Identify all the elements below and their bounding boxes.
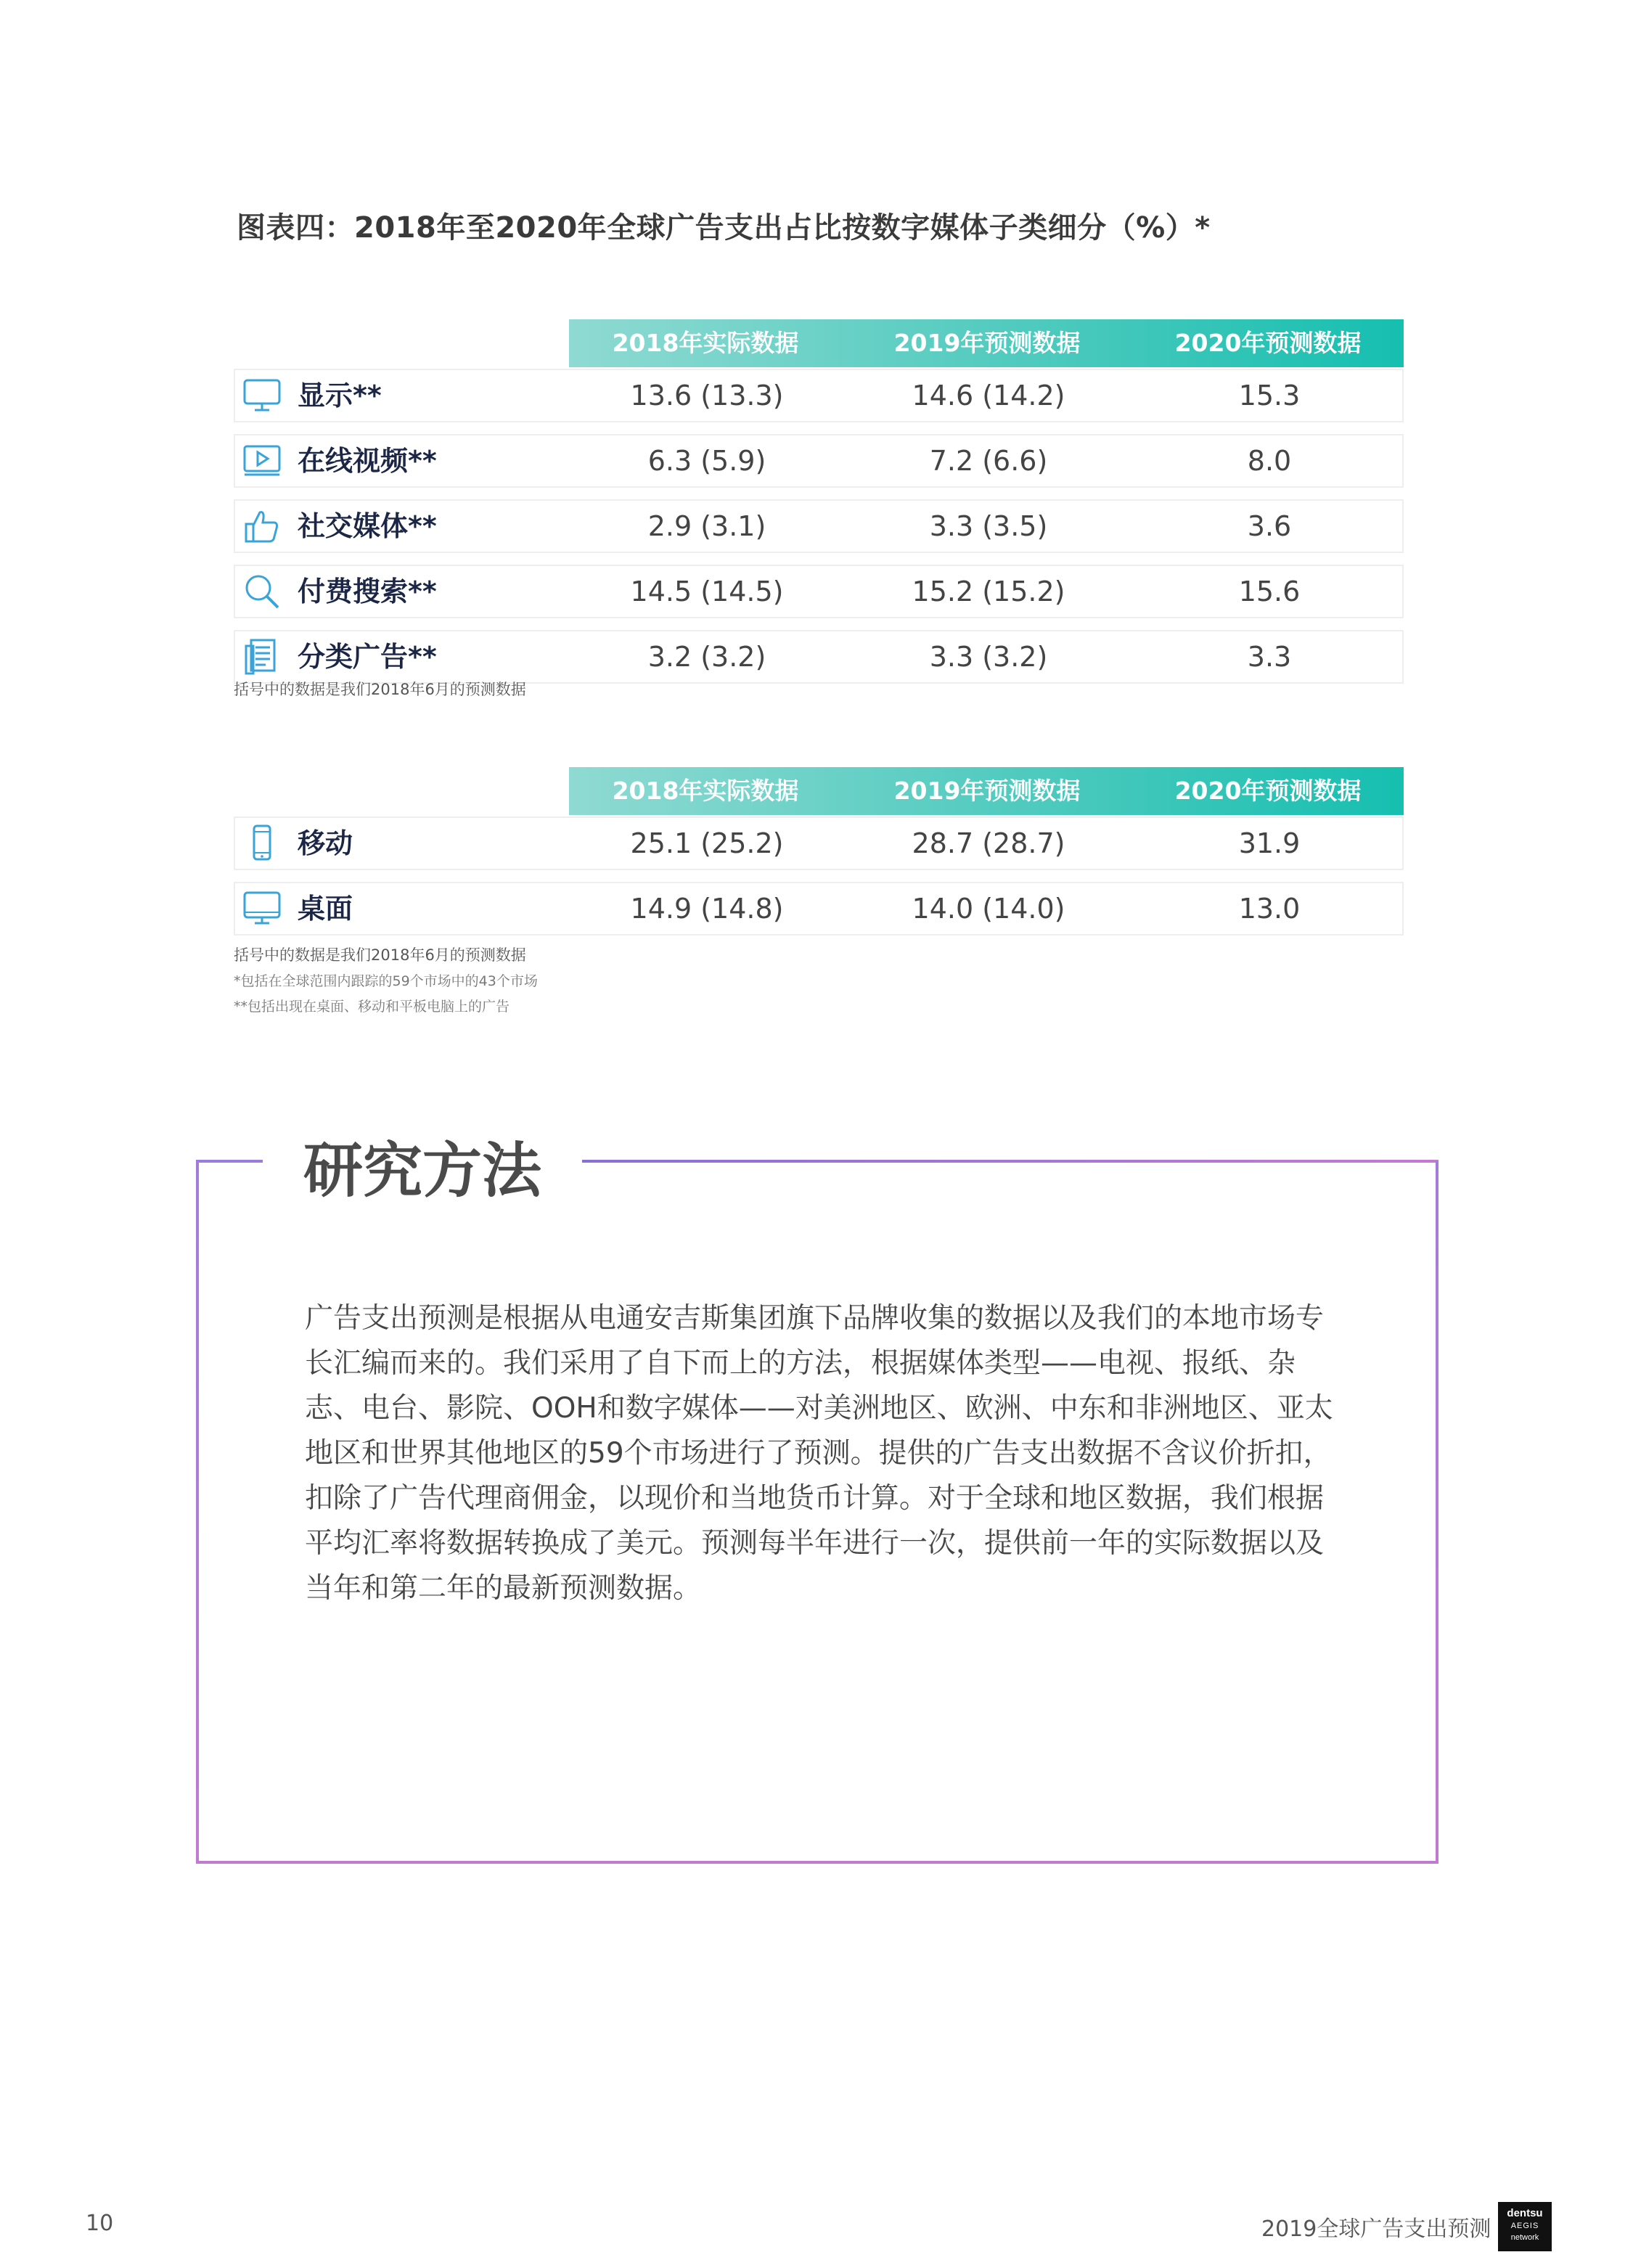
logo-line-2: AEGIS: [1510, 2222, 1539, 2230]
value-2018: 3.2 (3.2): [647, 641, 766, 673]
row-label: 移动: [298, 827, 353, 859]
dentsu-aegis-logo: [1498, 2202, 1552, 2251]
row-label: 付费搜索**: [298, 576, 437, 607]
row-label: 社交媒体**: [298, 510, 437, 542]
table-header: [569, 319, 1404, 367]
table-header: [569, 767, 1404, 815]
footnote-markets: *包括在全球范围内跟踪的59个市场中的43个市场: [234, 973, 538, 989]
footer-title: 2019全球广告支出预测: [1261, 2216, 1491, 2242]
table-row: [234, 434, 1404, 488]
value-2018: 13.6 (13.3): [630, 380, 784, 412]
value-2019: 15.2 (15.2): [912, 576, 1065, 607]
page-number: 10: [86, 2211, 114, 2236]
row-label: 显示**: [298, 380, 382, 412]
row-label: 桌面: [298, 893, 353, 925]
value-2018: 6.3 (5.9): [647, 445, 766, 477]
value-2019: 3.3 (3.5): [929, 510, 1048, 542]
header-2020: 2020年预测数据: [1174, 329, 1362, 357]
header-2019: 2019年预测数据: [893, 329, 1081, 357]
value-2020: 8.0: [1247, 445, 1292, 477]
table-row: [234, 630, 1404, 684]
chart-title: 图表四：2018年至2020年全球广告支出占比按数字媒体子类细分（%）*: [237, 211, 1211, 245]
video-icon: [242, 441, 282, 480]
value-2018: 14.5 (14.5): [630, 576, 784, 607]
value-2018: 25.1 (25.2): [630, 827, 784, 859]
logo-line-1: dentsu: [1507, 2207, 1543, 2219]
methodology-title: 研究方法: [303, 1137, 542, 1205]
methodology-text: 广告支出预测是根据从电通安吉斯集团旗下品牌收集的数据以及我们的本地市场专长汇编而来的。我们采用了自下而上的方法，根据媒体类型——电视、报纸、杂志、电台、影院、OOH和数字媒体——对美洲地区、欧洲、中东和非洲地区、亚太地区和世界其他地区的59个市场进行了预测。提供的广告支出数据不含议价折扣，扣除了广告代理商佣金，以现价和当地货币计算。对于全球和地区数据，我们根据平均汇率将数据转换成了美元。预测每半年进行一次，提供前一年的实际数据以及当年和第二年的最新预测数据。: [305, 1302, 1333, 1605]
header-2020: 2020年预测数据: [1174, 777, 1362, 805]
value-2018: 14.9 (14.8): [630, 893, 784, 925]
value-2020: 15.6: [1238, 576, 1301, 607]
value-2020: 13.0: [1238, 893, 1301, 925]
value-2020: 31.9: [1238, 827, 1301, 859]
footnote-devices: **包括出现在桌面、移动和平板电脑上的广告: [234, 999, 510, 1015]
device-table: [234, 767, 1404, 936]
classifieds-icon: [242, 637, 282, 676]
monitor-icon: [242, 376, 282, 415]
desktop-icon: [242, 889, 282, 928]
value-2019: 14.0 (14.0): [912, 893, 1065, 925]
table-row: [234, 499, 1404, 553]
value-2018: 2.9 (3.1): [647, 510, 766, 542]
header-2018: 2018年实际数据: [612, 329, 799, 357]
row-label: 在线视频**: [298, 445, 437, 477]
value-2020: 3.3: [1247, 641, 1292, 673]
row-label: 分类广告**: [298, 641, 437, 673]
table-row: [234, 816, 1404, 870]
search-icon: [242, 572, 282, 611]
logo-line-3: network: [1510, 2233, 1539, 2242]
value-2019: 14.6 (14.2): [912, 380, 1065, 412]
value-2020: 3.6: [1247, 510, 1292, 542]
header-2018: 2018年实际数据: [612, 777, 799, 805]
value-2019: 28.7 (28.7): [912, 827, 1065, 859]
table-row: [234, 565, 1404, 618]
digital-subcategory-table: [234, 319, 1404, 684]
value-2020: 15.3: [1238, 380, 1301, 412]
table-note: 括号中的数据是我们2018年6月的预测数据: [234, 946, 526, 964]
table-row: [234, 369, 1404, 422]
value-2019: 3.3 (3.2): [929, 641, 1048, 673]
header-2019: 2019年预测数据: [893, 777, 1081, 805]
thumbs-up-icon: [242, 507, 282, 546]
mobile-icon: [242, 824, 282, 863]
table-row: [234, 882, 1404, 936]
table-note: 括号中的数据是我们2018年6月的预测数据: [234, 681, 526, 698]
value-2019: 7.2 (6.6): [929, 445, 1048, 477]
